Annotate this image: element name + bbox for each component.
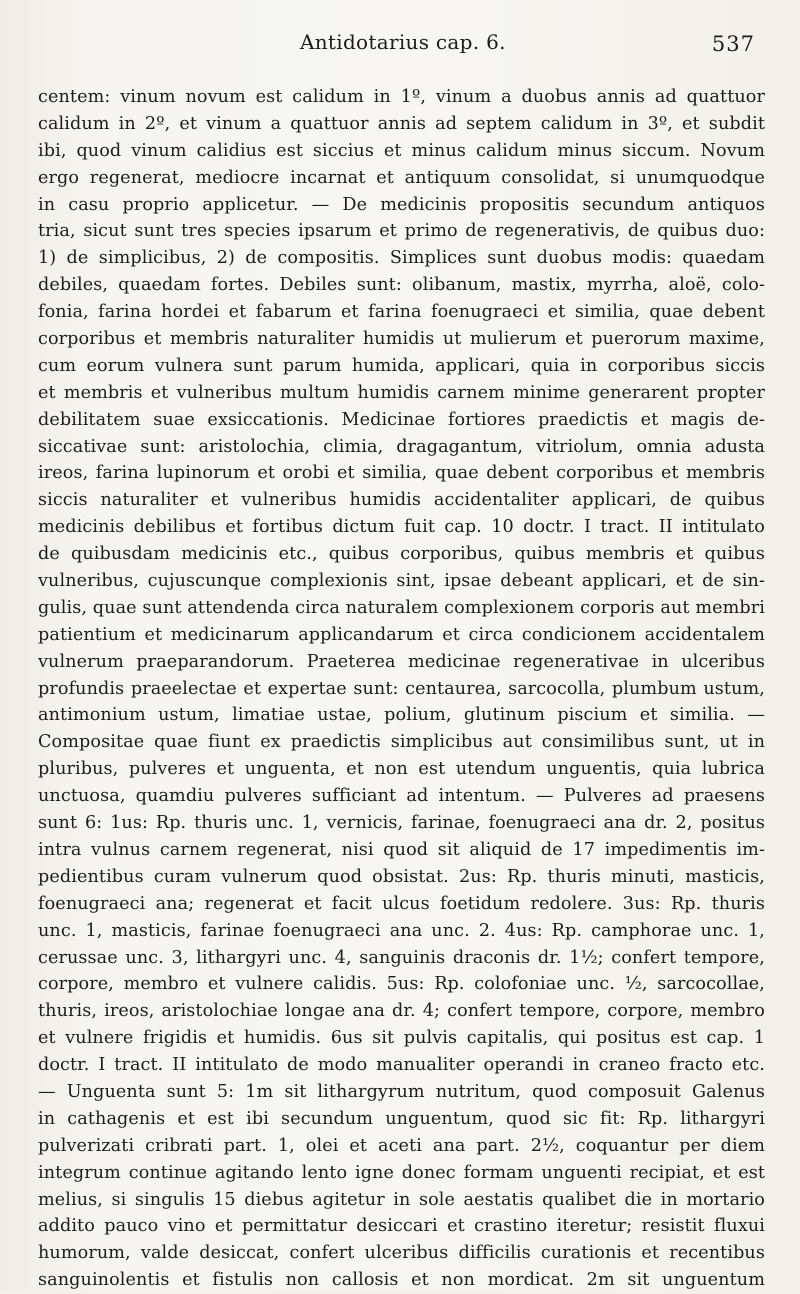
text-line: tria, sicut sunt tres species ipsarum et primo de regenerativis, de quibus duo:	[38, 221, 765, 242]
text-line: centem: vinum novum est calidum in 1º, vinum a duobus annis ad quattuor	[38, 87, 765, 107]
text-line: melius, si singulis 15 diebus agitetur in sole aestatis qualibet die in mortario	[38, 1189, 765, 1210]
text-line: unc. 1, masticis, farinae foenugraeci ana unc. 2. 4us: Rp. camphorae unc. 1,	[38, 920, 765, 941]
text-line: foenugraeci ana; regenerat et facit ulcus foetidum redolere. 3us: Rp. thuris	[38, 893, 765, 914]
text-line: et vulnere frigidis et humidis. 6us sit pulvis capitalis, qui positus est cap. 1	[38, 1028, 765, 1049]
text-line: intra vulnus carnem regenerat, nisi quod sit aliquid de 17 impedimentis im-	[38, 839, 765, 860]
text-line: cum eorum vulnera sunt parum humida, applicari, quia in corporibus siccis	[38, 355, 765, 376]
text-line: pedientibus curam vulnerum quod obsistat. 2us: Rp. thuris minuti, masticis,	[38, 866, 765, 887]
page-number: 537	[711, 32, 755, 56]
running-title: Antidotarius cap. 6.	[300, 30, 506, 54]
running-header	[0, 30, 800, 60]
text-line: humorum, valde desiccat, confert ulceribus difficilis curationis et recentibus	[38, 1243, 765, 1264]
text-line: doctr. I tract. II intitulato de modo manualiter operandi in craneo fracto etc.	[38, 1055, 765, 1076]
text-line: debilitatem suae exsiccationis. Medicinae fortiores praedictis et magis de-	[38, 409, 765, 430]
text-line: in cathagenis et est ibi secundum unguentum, quod sic fit: Rp. lithargyri	[38, 1108, 765, 1129]
body-text	[38, 84, 765, 1294]
text-line: integrum continue agitando lento igne donec formam unguenti recipiat, et est	[38, 1162, 765, 1183]
text-line: de quibusdam medicinis etc., quibus corporibus, quibus membris et quibus	[38, 544, 765, 565]
text-line: vulnerum praeparandorum. Praeterea medicinae regenerativae in ulceribus	[38, 651, 765, 672]
text-line: — Unguenta sunt 5: 1m sit lithargyrum nutritum, quod composuit Galenus	[38, 1081, 765, 1102]
text-line: gulis, quae sunt attendenda circa naturalem complexionem corporis aut membri	[38, 597, 765, 618]
text-line: patientium et medicinarum applicandarum et circa condicionem accidentalem	[38, 624, 765, 645]
text-line: vulneribus, cujuscunque complexionis sint, ipsae debeant applicari, et de sin-	[38, 571, 765, 592]
text-line: ireos, farina lupinorum et orobi et similia, quae debent corporibus et membris	[38, 463, 765, 484]
text-line: ergo regenerat, mediocre incarnat et antiquum consolidat, si unumquodque	[38, 167, 765, 188]
text-line: 1) de simplicibus, 2) de compositis. Simplices sunt duobus modis: quaedam	[38, 248, 765, 269]
text-line: addito pauco vino et permittatur desiccari et crastino iteretur; resistit fluxui	[38, 1216, 765, 1237]
text-line: thuris, ireos, aristolochiae longae ana dr. 4; confert tempore, corpore, membro	[38, 1001, 765, 1022]
text-line: siccis naturaliter et vulneribus humidis accidentaliter applicari, de quibus	[38, 490, 765, 511]
text-line: ibi, quod vinum calidius est siccius et minus calidum minus siccum. Novum	[38, 140, 765, 161]
text-line: cerussae unc. 3, lithargyri unc. 4, sanguinis draconis dr. 1½; confert tempore,	[38, 947, 765, 968]
text-line: Compositae quae fiunt ex praedictis simplicibus aut consimilibus sunt, ut in	[38, 732, 765, 753]
text-line: et membris et vulneribus multum humidis carnem minime generarent propter	[38, 382, 765, 403]
text-line: medicinis debilibus et fortibus dictum fuit cap. 10 doctr. I tract. II intitulato	[38, 517, 765, 538]
text-line: corporibus et membris naturaliter humidis ut mulierum et puerorum maxime,	[38, 329, 765, 350]
text-line: antimonium ustum, limatiae ustae, polium, glutinum piscium et similia. —	[38, 705, 765, 726]
text-line: pulverizati cribrati part. 1, olei et aceti ana part. 2½, coquantur per diem	[38, 1135, 765, 1156]
text-line: corpore, membro et vulnere calidis. 5us: Rp. colofoniae unc. ½, sarcocollae,	[38, 974, 765, 995]
text-line: sanguinolentis et fistulis non callosis et non mordicat. 2m sit unguentum	[38, 1270, 765, 1291]
text-line: calidum in 2º, et vinum a quattuor annis ad septem calidum in 3º, et subdit	[38, 113, 765, 134]
text-line: debiles, quaedam fortes. Debiles sunt: olibanum, mastix, myrrha, aloë, colo-	[38, 275, 765, 296]
text-line: in casu proprio applicetur. — De medicinis propositis secundum antiquos	[38, 194, 765, 215]
text-line: siccativae sunt: aristolochia, climia, dragagantum, vitriolum, omnia adusta	[38, 436, 765, 457]
text-line: fonia, farina hordei et fabarum et farina foenugraeci et similia, quae debent	[38, 302, 765, 323]
text-line: pluribus, pulveres et unguenta, et non est utendum unguentis, quia lubrica	[38, 759, 765, 780]
text-line: unctuosa, quamdiu pulveres sufficiant ad intentum. — Pulveres ad praesens	[38, 786, 765, 807]
text-line: sunt 6: 1us: Rp. thuris unc. 1, vernicis, farinae, foenugraeci ana dr. 2, positus	[38, 813, 765, 834]
text-line: profundis praeelectae et expertae sunt: centaurea, sarcocolla, plumbum ustum,	[38, 678, 765, 699]
